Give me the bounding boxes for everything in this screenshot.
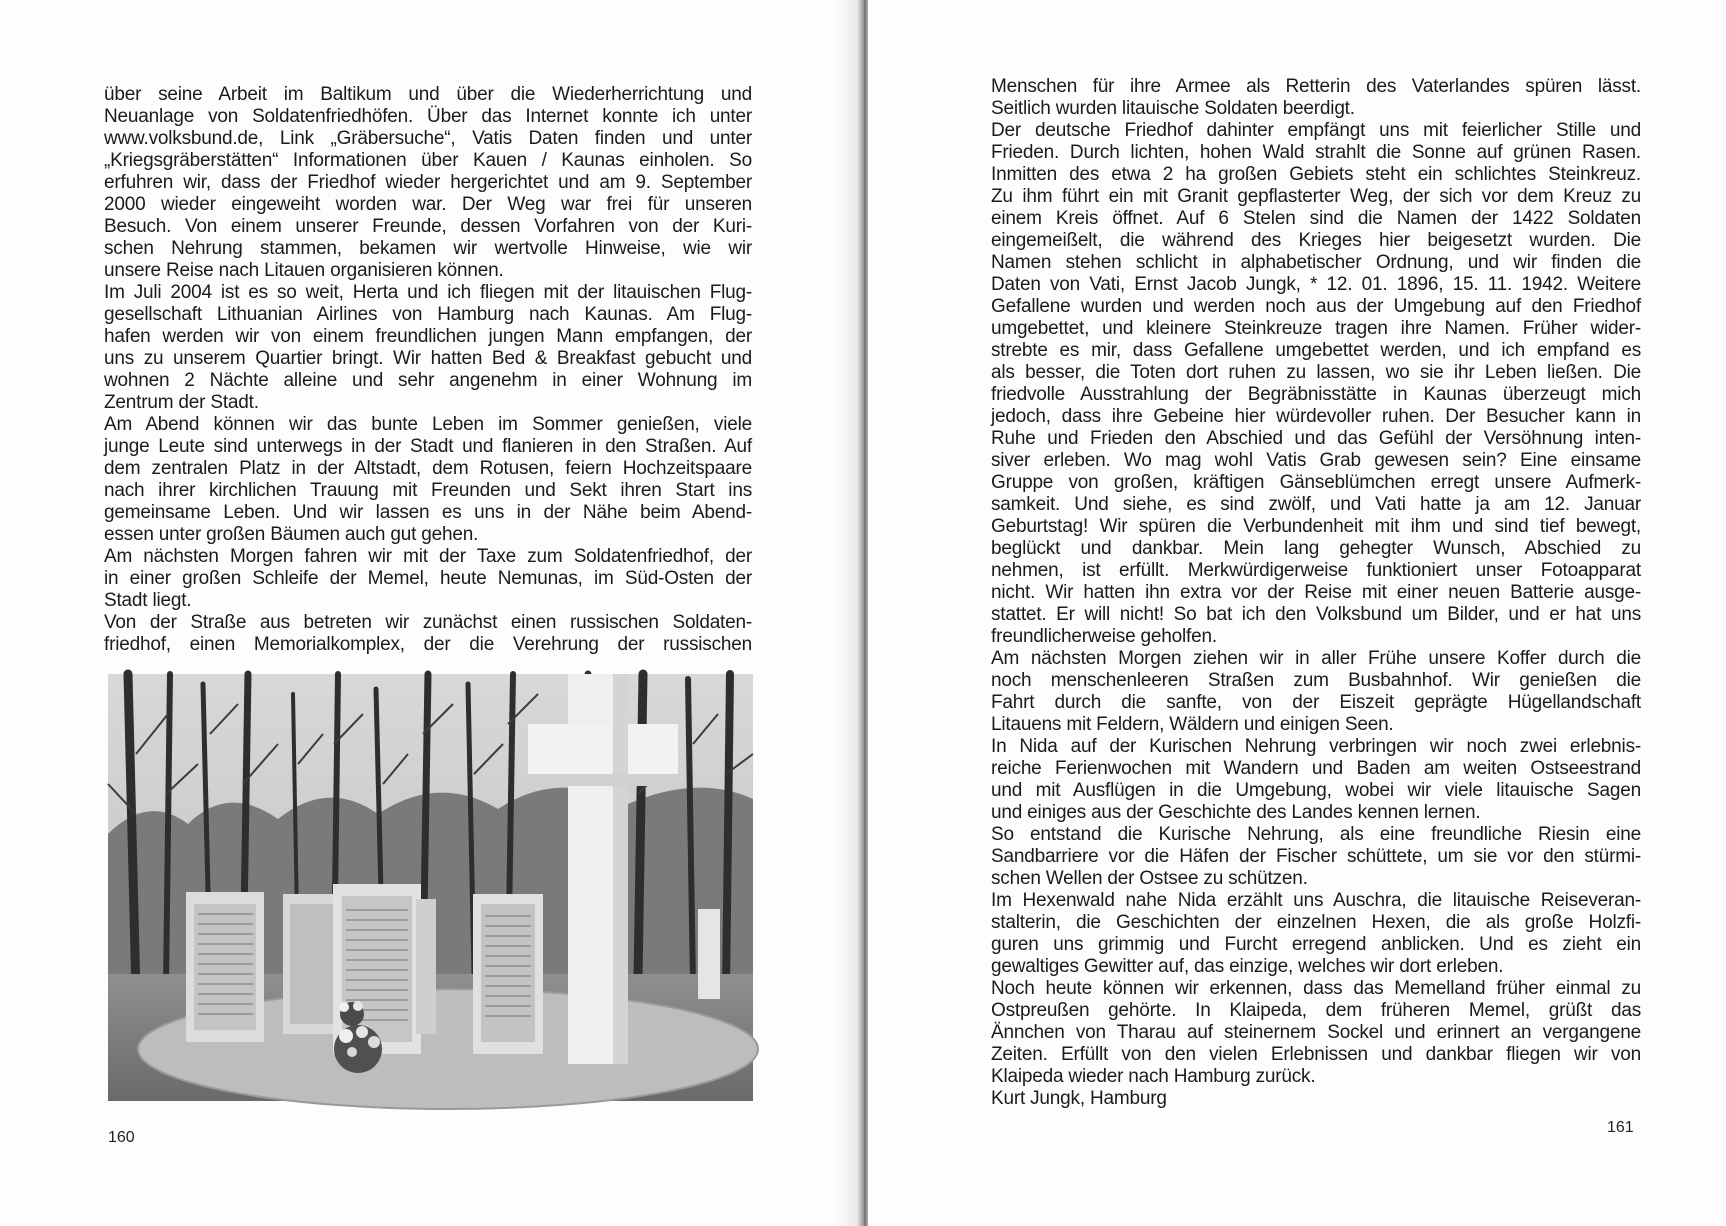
text-line: dem zentralen Platz in der Altstadt, dem Rotusen, feiern Hochzeitspaare — [104, 458, 752, 479]
text-line: als besser, die Toten dort ruhen zu lassen, wo sie ihr Leben ließen. Die — [991, 362, 1641, 383]
text-line: Inmitten des etwa 2 ha großen Gebiets steht ein schlichtes Steinkreuz. — [991, 164, 1641, 185]
text-line: Namen stehen schlicht in alphabetischer Ordnung, und wir finden die — [991, 252, 1641, 273]
text-line: friedvolle Ausstrahlung der Begräbnisstätte in Kaunas überzeugt mich — [991, 384, 1641, 405]
text-line: hafen werden wir von einem freundlichen jungen Mann empfangen, der — [104, 326, 752, 347]
text-line: Gefallene wurden und werden noch aus der Umgebung auf den Friedhof — [991, 296, 1641, 317]
text-line: in einer großen Schleife der Memel, heute Nemunas, im Süd-Osten der — [104, 568, 752, 589]
text-line: Ännchen von Tharau auf steinernem Sockel und erinnert an vergangene — [991, 1022, 1641, 1043]
text-line: eingemeißelt, die während des Krieges hier beigesetzt wurden. Die — [991, 230, 1641, 251]
text-line: schen Nehrung stammen, bekamen wir wertvolle Hinweise, wie wir — [104, 238, 752, 259]
text-line: Im Juli 2004 ist es so weit, Herta und ich fliegen mit der litauischen Flug- — [104, 282, 752, 303]
text-line: nach ihrer kirchlichen Trauung mit Freunden und Sekt ihren Start ins — [104, 480, 752, 501]
text-line: Ostpreußen gehörte. In Klaipeda, dem früheren Memel, grüßt das — [991, 1000, 1641, 1021]
page-number-left: 160 — [108, 1129, 135, 1146]
text-line: schen Wellen der Ostsee zu schützen. — [991, 868, 1308, 889]
text-line: gesellschaft Lithuanian Airlines von Hamburg nach Kaunas. Am Flug- — [104, 304, 752, 325]
text-line: und einiges aus der Geschichte des Landes kennen lernen. — [991, 802, 1481, 823]
text-line: Geburtstag! Wir spüren die Verbundenheit mit ihm und sind tief bewegt, — [991, 516, 1641, 537]
text-line: 2000 wieder eingeweiht worden war. Der Weg war frei für unseren — [104, 194, 752, 215]
text-line: Sandbarriere vor die Häfen der Fischer schüttete, um sie vor den stürmi- — [991, 846, 1641, 867]
right-page-text — [991, 76, 1641, 1109]
text-line: beglückt und dankbar. Mein lang gehegter Wunsch, Abschied zu — [991, 538, 1641, 559]
text-line: Zeiten. Erfüllt von den vielen Erlebnissen und dankbar fliegen wir von — [991, 1044, 1641, 1065]
text-line: Zentrum der Stadt. — [104, 392, 259, 413]
text-line: und mit Ausflügen in die Umgebung, wobei wir viele litauische Sagen — [991, 780, 1641, 801]
text-line: Der deutsche Friedhof dahinter empfängt uns mit feierlicher Stille und — [991, 120, 1641, 141]
text-line: nicht. Wir hatten ihn extra vor der Reise mit einer neuen Batterie ausge- — [991, 582, 1641, 603]
text-line: Am nächsten Morgen ziehen wir in aller Frühe unsere Koffer durch die — [991, 648, 1641, 669]
text-line: So entstand die Kurische Nehrung, als eine freundliche Riesin eine — [991, 824, 1641, 845]
text-line: Stadt liegt. — [104, 590, 192, 611]
text-line: Noch heute können wir erkennen, dass das Memelland früher einmal zu — [991, 978, 1641, 999]
text-line: Daten von Vati, Ernst Jacob Jungk, * 12. 01. 1896, 15. 11. 1942. Weitere — [991, 274, 1641, 295]
text-line: Menschen für ihre Armee als Retterin des Vaterlandes spüren lässt. — [991, 76, 1641, 97]
text-line: stalterin, die Geschichten der einzelnen Hexen, die als große Holzfi- — [991, 912, 1641, 933]
closing-line — [991, 1066, 1641, 1109]
text-line: Besuch. Von einem unserer Freunde, dessen Vorfahren von der Kuri- — [104, 216, 752, 237]
text-line: samkeit. Und siehe, es sind zwölf, und Vati hatte ja am 12. Januar — [991, 494, 1641, 515]
text-line: gewaltiges Gewitter auf, das einzige, welches wir dort erleben. — [991, 956, 1504, 977]
text-line: Am nächsten Morgen fahren wir mit der Taxe zum Soldatenfriedhof, der — [104, 546, 752, 567]
text-line: Ruhe und Frieden den Abschied und das Gefühl der Versöhnung inten- — [991, 428, 1641, 449]
text-line: Von der Straße aus betreten wir zunächst einen russischen Soldaten- — [104, 612, 752, 633]
text-line: Frieden. Durch lichten, hohen Wald strahlt die Sonne auf grünen Rasen. — [991, 142, 1641, 163]
text-line: über seine Arbeit im Baltikum und über die Wiederherrichtung und — [104, 84, 752, 105]
text-line: stattet. Er will nicht! So bat ich den Volksbund um Bilder, und er hat uns — [991, 604, 1641, 625]
author-signature: Kurt Jungk, Hamburg — [991, 1088, 1167, 1109]
text-line: wohnen 2 Nächte alleine und sehr angenehm in einer Wohnung im — [104, 370, 752, 391]
text-line: Gruppe von großen, kräftigen Gänseblümchen erregt unsere Aufmerk- — [991, 472, 1641, 493]
text-line: In Nida auf der Kurischen Nehrung verbringen wir noch zwei erlebnis- — [991, 736, 1641, 757]
text-line: „Kriegsgräberstätten“ Informationen über Kauen / Kaunas einholen. So — [104, 150, 752, 171]
text-line: jedoch, dass ihre Gebeine hier würdevoller ruhen. Der Besucher kann in — [991, 406, 1641, 427]
text-line: Zu ihm führt ein mit Granit gepflasterter Weg, der sich vor dem Kreuz zu — [991, 186, 1641, 207]
right-page — [868, 0, 1726, 1226]
cemetery-photo-drawing — [108, 674, 753, 1101]
text-line: umgebettet, und kleinere Steinkreuze tragen ihre Namen. Früher wider- — [991, 318, 1641, 339]
text-line: erfuhren wir, dass der Friedhof wieder hergerichtet und am 9. September — [104, 172, 752, 193]
text-line: Am Abend können wir das bunte Leben im Sommer genießen, viele — [104, 414, 752, 435]
text-line: Im Hexenwald nahe Nida erzählt uns Auschra, die litauische Reiseveran- — [991, 890, 1641, 911]
text-line: junge Leute sind unterwegs in der Stadt und flanieren in den Straßen. Auf — [104, 436, 752, 457]
text-line: unsere Reise nach Litauen organisieren können. — [104, 260, 504, 281]
text-line: noch menschenleeren Straßen zum Busbahnhof. Wir genießen die — [991, 670, 1641, 691]
text-line: Litauens mit Feldern, Wäldern und einigen Seen. — [991, 714, 1394, 735]
text-line: guren uns grimmig und Furcht erregend anblicken. Und es zieht ein — [991, 934, 1641, 955]
left-page — [0, 0, 862, 1226]
text-line: friedhof, einen Memorialkomplex, der die Verehrung der russischen — [104, 634, 752, 655]
page-number-right: 161 — [1607, 1119, 1634, 1136]
text-line: reiche Ferienwochen mit Wandern und Baden am weiten Ostseestrand — [991, 758, 1641, 779]
text-line: einem Kreis öffnet. Auf 6 Stelen sind die Namen der 1422 Soldaten — [991, 208, 1641, 229]
text-line: freundlicherweise geholfen. — [991, 626, 1217, 647]
text-line: Fahrt durch die sanfte, von der Eiszeit geprägte Hügellandschaft — [991, 692, 1641, 713]
text-line: Neuanlage von Soldatenfriedhöfen. Über das Internet konnte ich unter — [104, 106, 752, 127]
left-page-text — [104, 84, 752, 656]
text-line: Seitlich wurden litauische Soldaten beerdigt. — [991, 98, 1355, 119]
text-line: strebte es mir, dass Gefallene umgebettet werden, und ich empfand es — [991, 340, 1641, 361]
text-line: nehmen, ist erfüllt. Merkwürdigerweise funktioniert unser Fotoapparat — [991, 560, 1641, 581]
text-line: gemeinsame Leben. Und wir lassen es uns in der Nähe beim Abend- — [104, 502, 752, 523]
text-line: www.volksbund.de, Link „Gräbersuche“, Vatis Daten finden und unter — [104, 128, 752, 149]
closing-text: Klaipeda wieder nach Hamburg zurück. — [991, 1066, 1316, 1087]
text-line: essen unter großen Bäumen auch gut gehen. — [104, 524, 479, 545]
cemetery-photo — [108, 674, 753, 1101]
text-line: uns zu unserem Quartier bringt. Wir hatten Bed & Breakfast gebucht und — [104, 348, 752, 369]
text-line: siver erleben. Wo mag wohl Vatis Grab gewesen sein? Eine einsame — [991, 450, 1641, 471]
